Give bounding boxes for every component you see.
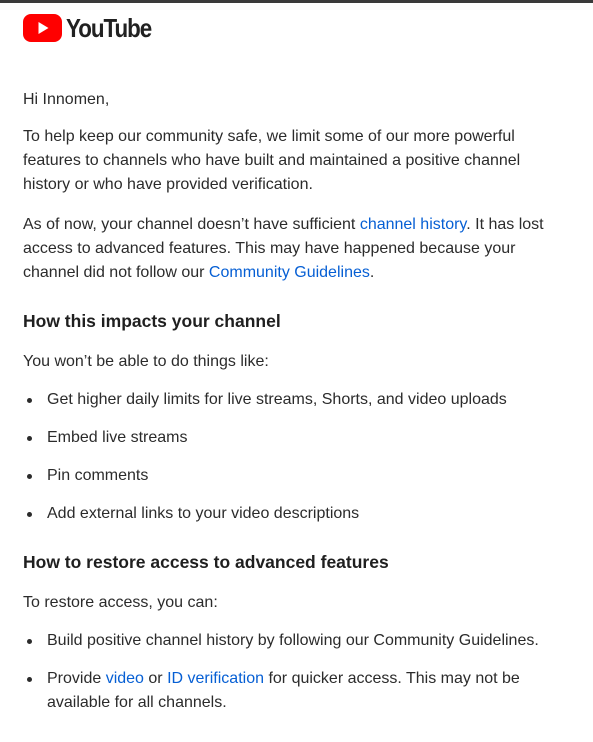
top-border	[0, 0, 593, 3]
restore-text-before: Provide	[47, 670, 106, 687]
status-paragraph	[23, 213, 571, 285]
restore-text-or: or	[143, 670, 168, 687]
intro-paragraph: To help keep our community safe, we limit some of our more powerful features to channels who have built and maintained a positive channel history or who have provided verification.	[23, 128, 521, 193]
impact-list	[23, 388, 571, 526]
restore-heading: How to restore access to advanced features	[23, 552, 389, 572]
status-text-before: As of now, your channel doesn’t have sufficient	[23, 216, 360, 233]
impact-heading: How this impacts your channel	[23, 311, 281, 331]
status-text-after: .	[369, 264, 375, 281]
list-item: Pin comments	[23, 464, 571, 488]
status-text-middle: . It has lost access to advanced features. This may have happened because your channel did not follow our	[23, 216, 544, 281]
video-verification-link[interactable]: video	[105, 670, 144, 687]
restore-text-after: for quicker access. This may not be available for all channels.	[47, 670, 520, 711]
list-item: Get higher daily limits for live streams, Shorts, and video uploads	[23, 388, 571, 412]
list-item: Embed live streams	[23, 426, 571, 450]
list-item	[23, 667, 571, 715]
youtube-play-icon	[23, 14, 62, 42]
email-body	[23, 88, 571, 715]
channel-history-link[interactable]: channel history	[359, 216, 467, 233]
id-verification-link[interactable]: ID verification	[167, 670, 264, 687]
youtube-logo[interactable]	[23, 14, 165, 42]
impact-lead: You won’t be able to do things like:	[23, 353, 269, 370]
youtube-wordmark: YouTube	[66, 13, 152, 43]
list-item: Build positive channel history by following our Community Guidelines.	[23, 629, 571, 653]
restore-list	[23, 629, 571, 715]
restore-lead: To restore access, you can:	[23, 594, 218, 611]
greeting: Hi Innomen,	[23, 91, 110, 108]
community-guidelines-link[interactable]: Community Guidelines	[208, 264, 370, 281]
list-item: Add external links to your video descriptions	[23, 502, 571, 526]
